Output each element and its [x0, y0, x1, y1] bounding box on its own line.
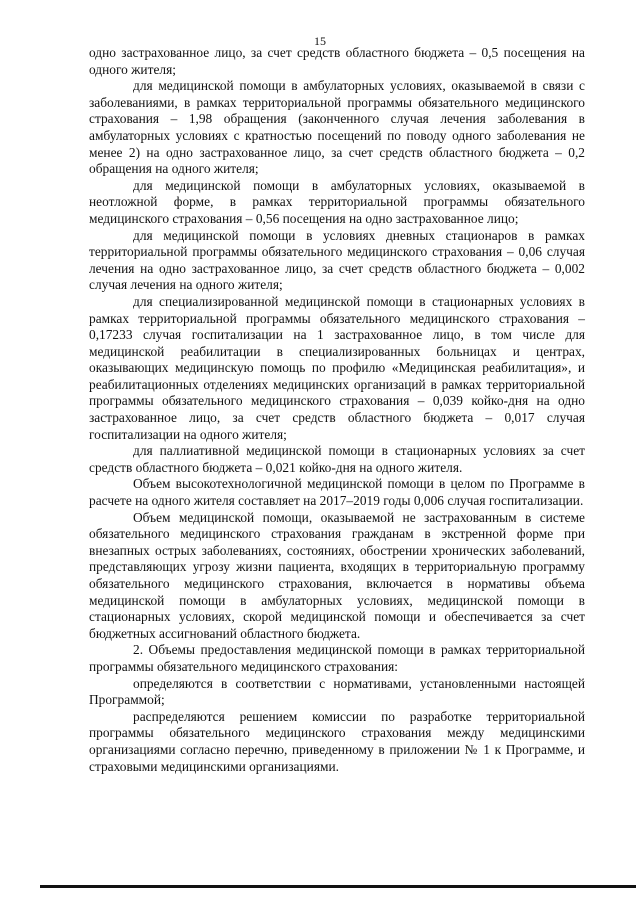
- body-text: [89, 45, 585, 775]
- paragraph-ambulatory-diseases: для медицинской помощи в амбулаторных условиях, оказываемой в связи с заболеваниями, в рамках территориальной программы обязательного медицинского страхования – 1,98 обращения (законченного случая лечения заболевания в амбулаторных условиях с кратностью посещений по поводу одного заболевания не менее 2) на одно застрахованное лицо, за счет средств областного бюджета – 0,2 обращения на одного жителя;: [89, 78, 585, 177]
- paragraph-section-2: 2. Объемы предоставления медицинской помощи в рамках территориальной программы обязательного медицинского страхования:: [89, 642, 585, 674]
- page-number: 15: [314, 34, 326, 48]
- paragraph-uninsured-care: Объем медицинской помощи, оказываемой не застрахованным в системе обязательного медицинского страхования гражданам в экстренной форме при внезапных острых заболеваниях, состояниях, обострении хронических заболеваний, представляющих угрозу жизни пациента, входящих в территориальную программу обязательного медицинского страхования, включается в нормативы объема медицинской помощи в амбулаторных условиях, медицинской помощи в стационарных условиях, скорой медицинской помощи и обеспечивается за счет бюджетных ассигнований областного бюджета.: [89, 509, 585, 641]
- paragraph-specialized-care: для специализированной медицинской помощи в стационарных условиях в рамках территориальной программы обязательного медицинского страхования – 0,17233 случая госпитализации на 1 застрахованное лицо, в том числе для медицинской реабилитации в специализированных больницах и центрах, оказывающих медицинскую помощь по профилю «Медицинская реабилитация», и реабилитационных отделениях медицинских организаций в рамках территориальной программы обязательного медицинского страхования – 0,039 койко-дня на одно застрахованное лицо, за счет средств областного бюджета – 0,017 случая госпитализации на одного жителя;: [89, 293, 585, 442]
- paragraph-high-tech-care: Объем высокотехнологичной медицинской помощи в целом по Программе в расчете на одного жителя составляет на 2017–2019 годы 0,006 случая госпитализации.: [89, 476, 585, 509]
- paragraph-palliative-care: для паллиативной медицинской помощи в стационарных условиях за счет средств областного бюджета – 0,021 койко-дня на одного жителя.: [89, 443, 585, 475]
- paragraph-day-hospital: для медицинской помощи в условиях дневных стационаров в рамках территориальной программы обязательного медицинского страхования – 0,06 случая лечения на одно застрахованное лицо, за счет средств областного бюджета – 0,002 случая лечения на одного жителя;: [89, 227, 585, 293]
- bottom-rule: [40, 885, 636, 888]
- paragraph-continuation: одно застрахованное лицо, за счет средств областного бюджета – 0,5 посещения на одного жителя;: [89, 45, 585, 77]
- paragraph-determined: определяются в соответствии с нормативами, установленными настоящей Программой;: [89, 675, 585, 708]
- paragraph-distributed: распределяются решением комиссии по разработке территориальной программы обязательного медицинского страхования между медицинскими организациями согласно перечню, приведенному в приложении № 1 к Программе, и страховыми медицинскими организациями.: [89, 708, 585, 774]
- paragraph-ambulatory-urgent: для медицинской помощи в амбулаторных условиях, оказываемой в неотложной форме, в рамках территориальной программы обязательного медицинского страхования – 0,56 посещения на одно застрахованное лицо;: [89, 177, 585, 226]
